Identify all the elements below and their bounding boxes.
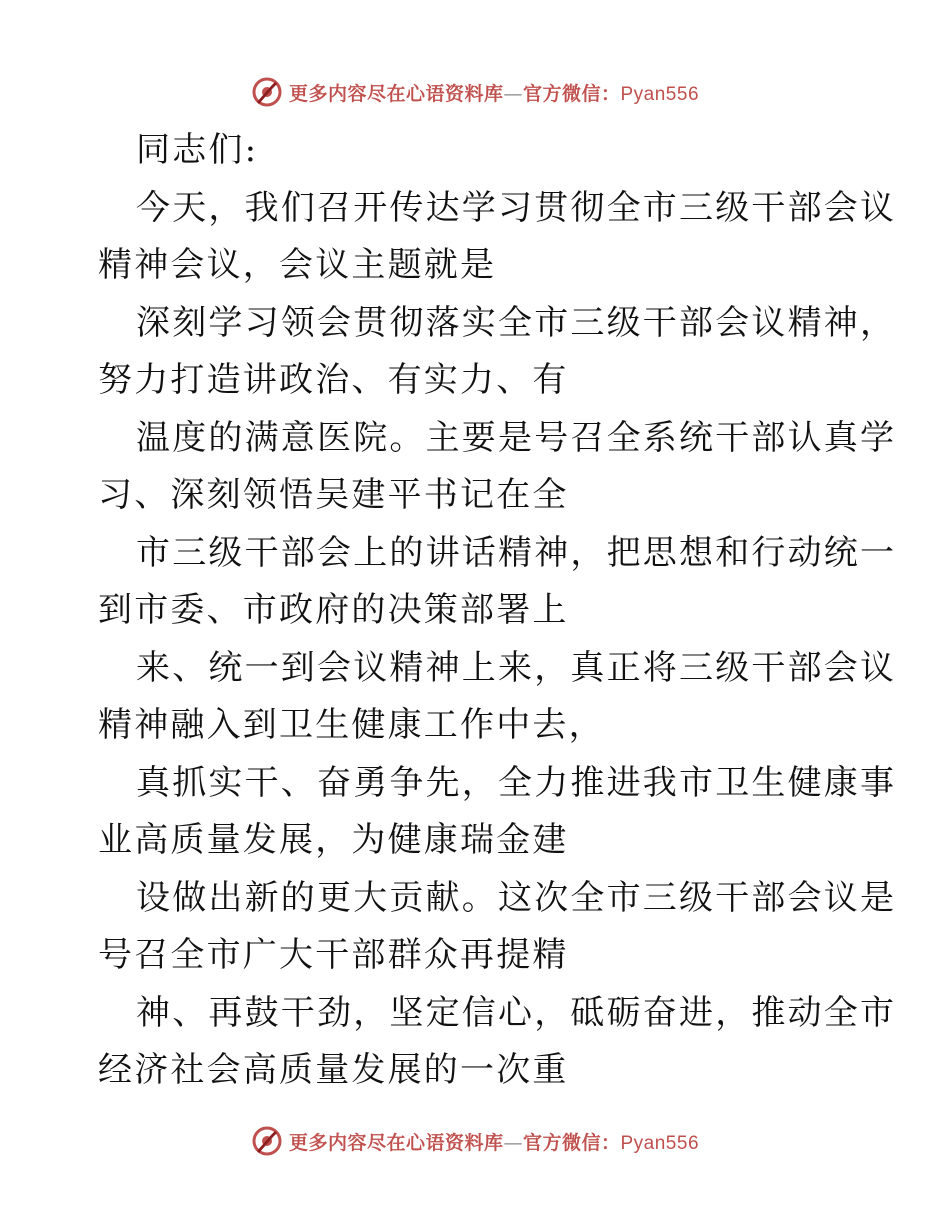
text-line: 号召全市广大干部群众再提精 (98, 935, 569, 975)
text-line: 神、再鼓干劲，坚定信心，砥砺奋进，推动全市 (136, 992, 897, 1033)
watermark-wechat-id: Pyan556 (620, 1132, 700, 1154)
footer-watermark (0, 1121, 950, 1161)
text-line: 今天，我们召开传达学习贯彻全市三级干部会议 (136, 187, 897, 228)
watermark-text (289, 1128, 699, 1155)
watermark-brand: 更多内容尽在心语资料库 (288, 1131, 504, 1154)
watermark-dash: — (503, 1131, 523, 1154)
text-line: 同志们: (136, 130, 259, 170)
watermark-brand: 更多内容尽在心语资料库 (288, 82, 504, 105)
text-line: 温度的满意医院。主要是号召全系统干部认真学 (136, 417, 897, 458)
watermark-wechat-id: Pyan556 (620, 83, 700, 105)
brand-logo-icon (251, 1125, 283, 1157)
text-line: 深刻学习领会贯彻落实全市三级干部会议精神， (136, 302, 897, 343)
watermark-official: 官方微信： (522, 1131, 621, 1154)
text-line: 设做出新的更大贡献。这次全市三级干部会议是 (136, 877, 897, 918)
watermark-dash: — (503, 82, 523, 105)
brand-logo-icon (251, 76, 283, 108)
text-line: 精神融入到卫生健康工作中去， (98, 705, 605, 745)
text-line: 习、深刻领悟吴建平书记在全 (98, 475, 569, 515)
header-watermark (0, 72, 950, 112)
text-line: 精神会议，会议主题就是 (98, 245, 497, 285)
text-line: 到市委、市政府的决策部署上 (98, 590, 569, 630)
text-line: 经济社会高质量发展的一次重 (98, 1050, 569, 1090)
text-line: 市三级干部会上的讲话精神，把思想和行动统一 (136, 532, 897, 573)
text-line: 真抓实干、奋勇争先，全力推进我市卫生健康事 (136, 762, 897, 803)
watermark-official: 官方微信： (522, 82, 621, 105)
document-body (98, 122, 897, 1100)
watermark-text (289, 79, 699, 106)
text-line: 来、统一到会议精神上来，真正将三级干部会议 (136, 647, 897, 688)
text-line: 努力打造讲政治、有实力、有 (98, 360, 569, 400)
text-line: 业高质量发展，为健康瑞金建 (98, 820, 569, 860)
